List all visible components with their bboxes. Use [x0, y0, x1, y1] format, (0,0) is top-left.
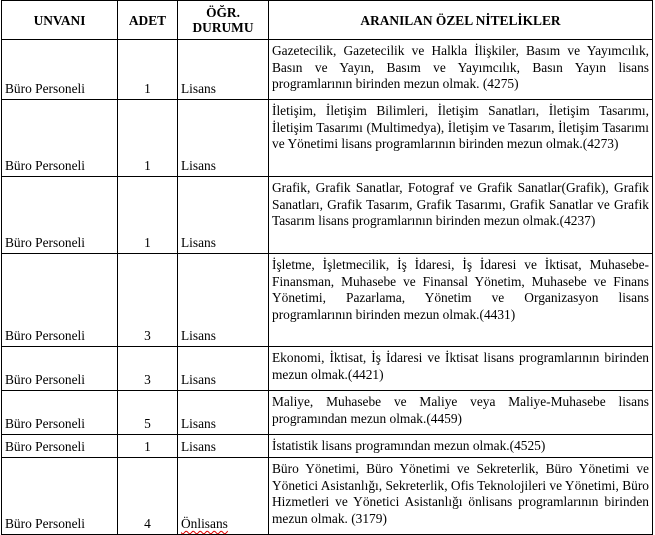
position-title: Büro Personeli [2, 100, 118, 177]
qualification-text: İstatistik lisans programından mezun olmak.(4525) [269, 435, 653, 458]
education-level [178, 458, 269, 535]
table-row [2, 100, 653, 177]
header-title: UNVANI [2, 1, 118, 40]
positions-table [1, 0, 653, 535]
header-count: ADET [118, 1, 178, 40]
position-title: Büro Personeli [2, 40, 118, 100]
header-qualifications: ARANILAN ÖZEL NİTELİKLER [269, 1, 653, 40]
education-level: Lisans [178, 40, 269, 100]
table-row [2, 347, 653, 391]
qualification-text: İletişim, İletişim Bilimleri, İletişim Sanatları, İletişim Tasarımı, İletişim Tasarımı (Multimedya), İletişim ve Tasarım, İletişim Tasarımı ve Yönetimi lisans programlarının birinden mezun olmak.(4273) [269, 100, 653, 177]
position-title: Büro Personeli [2, 254, 118, 347]
qualification-text: Gazetecilik, Gazetecilik ve Halkla İlişkiler, Basım ve Yayımcılık, Basın ve Yayın, Basım ve Yayımcılık, Basın Yayın lisans programlarının birinden mezun olmak. (4275) [269, 40, 653, 100]
education-level: Lisans [178, 435, 269, 458]
position-count: 5 [118, 391, 178, 435]
education-level: Lisans [178, 391, 269, 435]
position-title: Büro Personeli [2, 435, 118, 458]
position-count: 4 [118, 458, 178, 535]
education-level: Lisans [178, 347, 269, 391]
education-level-text: Önlisans [181, 516, 228, 531]
header-education-line2: DURUMU [192, 20, 254, 35]
position-count: 1 [118, 40, 178, 100]
header-education-line1: ÖĞR. [206, 5, 240, 20]
position-title: Büro Personeli [2, 347, 118, 391]
position-count: 3 [118, 254, 178, 347]
qualification-text: Ekonomi, İktisat, İş İdaresi ve İktisat lisans programlarının birinden mezun olmak.(4421) [269, 347, 653, 391]
position-count: 1 [118, 435, 178, 458]
position-count: 1 [118, 100, 178, 177]
position-count: 3 [118, 347, 178, 391]
table-header-row [2, 1, 653, 40]
header-education [178, 1, 269, 40]
position-count: 1 [118, 177, 178, 254]
qualification-text: İşletme, İşletmecilik, İş İdaresi, İş İdaresi ve İktisat, Muhasebe-Finansman, Muhasebe ve Finansal Yönetim, Muhasebe ve Finans Yönetimi, Pazarlama, Yönetim ve Organizasyon lisans programlarının birinden mezun olmak.(4431) [269, 254, 653, 347]
position-title: Büro Personeli [2, 177, 118, 254]
table-row [2, 458, 653, 535]
qualification-text: Büro Yönetimi, Büro Yönetimi ve Sekreterlik, Büro Yönetimi ve Yönetici Asistanlığı, Sekreterlik, Ofis Teknolojileri ve Yönetimi, Büro Hizmetleri ve Yönetici Asistanlığı önlisans programlarının birinden mezun olmak. (3179) [269, 458, 653, 535]
table-row [2, 435, 653, 458]
table-row [2, 40, 653, 100]
table-row [2, 391, 653, 435]
position-title: Büro Personeli [2, 458, 118, 535]
education-level: Lisans [178, 254, 269, 347]
table-row [2, 177, 653, 254]
qualification-text: Maliye, Muhasebe ve Maliye veya Maliye-Muhasebe lisans programından mezun olmak.(4459) [269, 391, 653, 435]
qualification-text: Grafik, Grafik Sanatlar, Fotograf ve Grafik Sanatlar(Grafik), Grafik Sanatları, Grafik Tasarım, Grafik Tasarımı, Grafik Sanatlar ve Grafik Tasarım lisans programlarının birinden mezun olmak.(4237) [269, 177, 653, 254]
position-title: Büro Personeli [2, 391, 118, 435]
education-level: Lisans [178, 177, 269, 254]
education-level: Lisans [178, 100, 269, 177]
table-row [2, 254, 653, 347]
